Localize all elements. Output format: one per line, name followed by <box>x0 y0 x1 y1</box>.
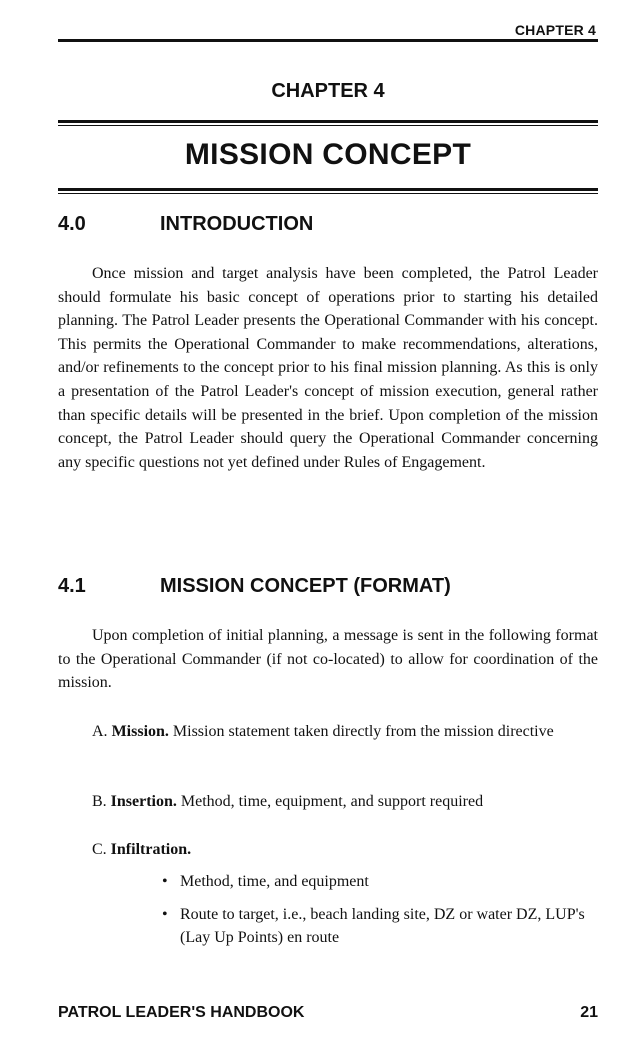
bullet-text: Method, time, and equipment <box>180 873 369 890</box>
section-title: MISSION CONCEPT (FORMAT) <box>160 575 451 597</box>
page-title: MISSION CONCEPT <box>184 138 472 171</box>
format-item-mission <box>58 720 598 744</box>
introduction-paragraph: Once mission and target analysis have been completed, the Patrol Leader should formulate his basic concept of operations prior to starting his detailed planning. The Patrol Leader presents the Operational Commander with his concept. This permits the Operational Commander to make recommendations, alterations, and/or refinements to the concept prior to his final mission planning. As this is only a presentation of the Patrol Leader's concept of mission execution, general rather than specific details will be presented in the brief. Upon completion of the mission concept, the Patrol Leader should query the Operational Commander concerning any specific questions not yet defined under Rules of Engagement. <box>58 265 598 471</box>
item-letter: A. <box>92 723 108 740</box>
format-item-insertion <box>58 790 598 814</box>
item-letter: C. <box>92 841 107 858</box>
chapter-label: CHAPTER 4 <box>271 80 385 102</box>
item-text: Method, time, equipment, and support required <box>180 793 484 810</box>
footer-book-title: PATROL LEADER'S HANDBOOK <box>58 1004 305 1021</box>
item-label: Infiltration. <box>110 841 192 858</box>
title-rule-top <box>58 120 598 126</box>
bullet-dot-icon: • <box>162 873 168 890</box>
bullet-item <box>162 903 598 950</box>
item-label: Insertion. <box>110 793 177 810</box>
section-heading-mission-concept-format <box>58 575 598 598</box>
section-number: 4.0 <box>58 213 86 235</box>
bullet-text: Route to target, i.e., beach landing site, DZ or water DZ, LUP's (Lay Up Points) en route <box>180 905 585 947</box>
header-rule <box>58 39 598 42</box>
section-title: INTRODUCTION <box>160 213 314 235</box>
bullet-dot-icon: • <box>162 905 168 923</box>
title-rule-bottom <box>58 188 598 194</box>
format-paragraph: Upon completion of initial planning, a message is sent in the following format to the Operational Commander (if not co-located) to allow for coordination of the mission. <box>58 627 598 692</box>
running-header: CHAPTER 4 <box>514 22 596 38</box>
section-number: 4.1 <box>58 575 86 597</box>
infiltration-bullet-list <box>162 870 598 959</box>
bullet-item <box>162 870 598 894</box>
page-footer <box>58 1004 598 1022</box>
item-label: Mission. <box>111 723 169 740</box>
item-letter: B. <box>92 793 107 810</box>
section-heading-introduction <box>58 213 598 236</box>
item-text: Mission statement taken directly from the mission directive <box>172 723 554 740</box>
footer-page-number: 21 <box>580 1004 598 1021</box>
format-item-infiltration <box>58 838 598 862</box>
